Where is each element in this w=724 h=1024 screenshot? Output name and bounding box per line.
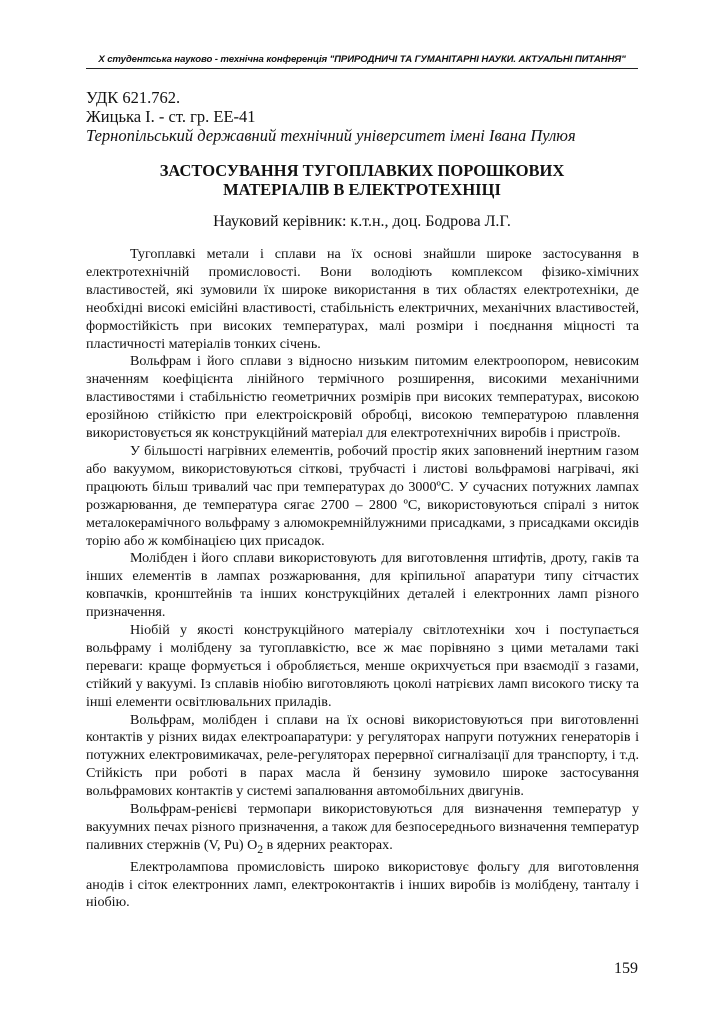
paragraph: Ніобій у якості конструкційного матеріалу світлотехніки хоч і поступається вольфраму і молібдену за тугоплавкістю, все ж має порівняно з цими металами такі переваги: краще формується і обробляється, менше окрихчується при взаємодії з газами, стійкий у вакуумі. Із сплавів ніобію виготовляють цоколі натрієвих ламп високого тиску та інші елементи освітлювальних приладів. <box>86 622 639 710</box>
paragraph: У більшості нагрівних елементів, робочий простір яких заповнений інертним газом або вакуумом, використовуються сіткові, трубчасті і листові вольфрамові нагрівачі, які працюють більш тривалий час при температурах до 3000ºС. У сучасних потужних лампах розжарювання, де температура сягає 2700 – 2800 ºС, використовуються спіралі з ниток металокерамічного вольфраму з алюмокремнійлужними присадками, з присадками оксидів торію або ж комбінацією цих присадок. <box>86 442 639 549</box>
header-divider <box>86 68 638 69</box>
paragraph: Тугоплавкі метали і сплави на їх основі знайшли широке застосування в електротехнічній промисловості. Вони володіють комплексом фізико-хімічних властивостей, які зумовили їх широке використання в тих областях електротехніки, де необхідні високі емісійні властивості, стабільність електричних, механічних властивостей, формостійкість при високих температурах, малі розміри і поєднання міцності та пластичності матеріалів тонких січень. <box>86 246 639 352</box>
paragraph <box>86 801 639 859</box>
paragraph: Вольфрам, молібден і сплави на їх основі використовуються при виготовленні контактів у різних видах електроапаратури: у регуляторах напруги потужних генераторів і потужних електровимикачах, реле-регуляторах перервної сигналізації для транспорту, і т.д. Стійкість при роботі в парах масла й бензину зумовило широке застосування вольфрамових контактів у системі запалювання автомобільних двигунів. <box>86 711 639 800</box>
article-body <box>86 246 639 912</box>
subscript: 2 <box>257 842 264 856</box>
conference-header: Х студентська науково - технічна конференція "ПРИРОДНИЧІ ТА ГУМАНІТАРНІ НАУКИ. АКТУАЛЬНІ ПИТАННЯ" <box>98 54 626 65</box>
paper-title <box>86 161 638 199</box>
paragraph: Вольфрам і його сплави з відносно низьким питомим електроопором, невисоким значенням коефіцієнта лінійного термічного розширення, високими механічними властивостями і стабільністю геометричних розмірів при високих температурах, високою ерозійною стійкістю при електроіскровій обробці, високою температурою плавлення використовується як конструкційний матеріал для електротехнічних виробів і пристроїв. <box>86 353 639 442</box>
paragraph-text: Вольфрам-ренієві термопари використовуються для визначення температур у вакуумних печах різного призначення, а також для безпосереднього визначення температур паливних стержнів (V, Pu) O <box>86 801 639 853</box>
udk-code: УДК 621.762. <box>86 88 181 107</box>
title-line-1: ЗАСТОСУВАННЯ ТУГОПЛАВКИХ ПОРОШКОВИХ <box>159 161 565 180</box>
paragraph: Молібден і його сплави використовують для виготовлення штифтів, дроту, гаків та інших елементів в лампах розжарювання, для кріпильної апаратури типу сітчастих ковпачків, кронштейнів та інших конструкційних деталей і електронних ламп різного призначення. <box>86 550 639 621</box>
university-name: Тернопільський державний технічний університет імені Івана Пулюя <box>86 126 576 145</box>
paragraph-tail: в ядерних реакторах. <box>263 836 393 853</box>
title-line-2: МАТЕРІАЛІВ В ЕЛЕКТРОТЕХНІЦІ <box>223 180 501 199</box>
paragraph: Електролампова промисловість широко використовує фольгу для виготовлення анодів і сіток електронних ламп, електроконтактів і інших виробів із молібдену, танталу і ніобію. <box>86 858 639 911</box>
author-line: Жицька І. - ст. гр. ЕЕ-41 <box>86 107 256 126</box>
page-number: 159 <box>614 960 638 977</box>
supervisor-line: Науковий керівник: к.т.н., доц. Бодрова Л.Г. <box>213 213 511 230</box>
